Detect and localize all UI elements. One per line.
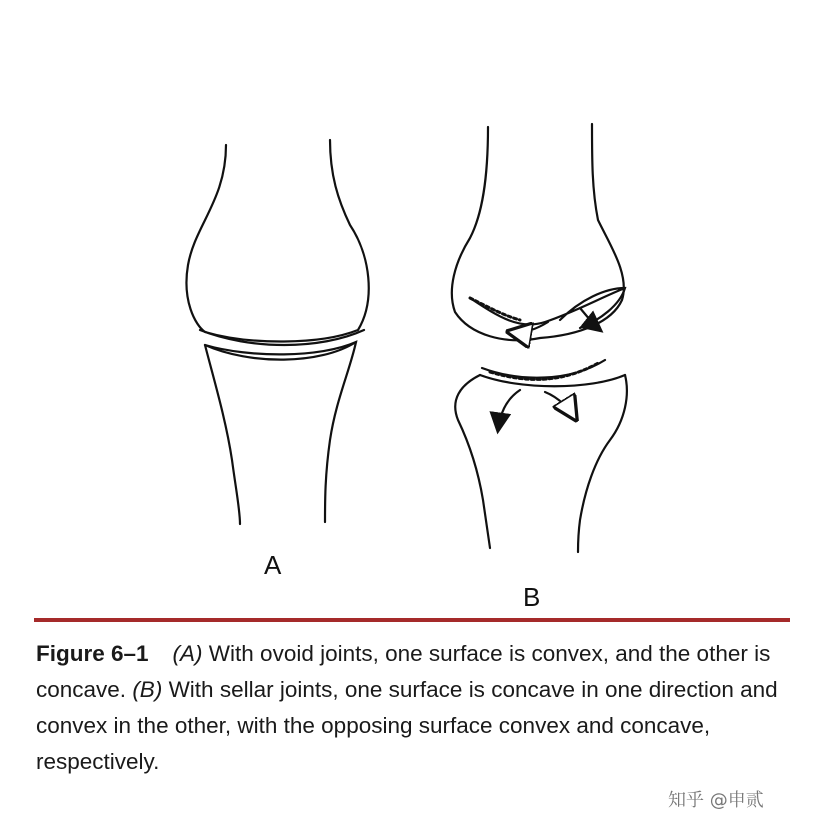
figure-caption xyxy=(36,636,796,780)
caption-marker-a: (A) xyxy=(172,641,203,666)
ovoid-convex-surface xyxy=(200,330,364,345)
caption-text-b: With sellar joints, one surface is concave in one direction and convex in the other, with the opposing surface convex and concave, respectively. xyxy=(36,677,778,774)
sellar-lower-arrow-open xyxy=(545,392,575,418)
sellar-upper-hatch xyxy=(470,298,520,320)
caption-marker-b: (B) xyxy=(132,677,163,702)
figure-label: Figure 6–1 xyxy=(36,641,149,666)
sellar-lower-bone xyxy=(455,375,627,552)
ovoid-lower-bone xyxy=(205,342,356,524)
sellar-joint-drawing xyxy=(452,124,627,552)
ovoid-joint-drawing xyxy=(186,140,368,524)
sellar-upper-bone xyxy=(452,124,624,340)
caption-text-a: With ovoid joints, one surface is convex, and the other is concave. xyxy=(36,641,771,702)
panel-label-b: B xyxy=(523,582,541,612)
sellar-lower-arrow-solid xyxy=(498,390,520,430)
caption-rule xyxy=(34,618,790,622)
watermark: 知乎 @申贰 xyxy=(668,790,764,811)
ovoid-upper-bone xyxy=(186,140,368,342)
panel-label-a: A xyxy=(264,550,282,580)
